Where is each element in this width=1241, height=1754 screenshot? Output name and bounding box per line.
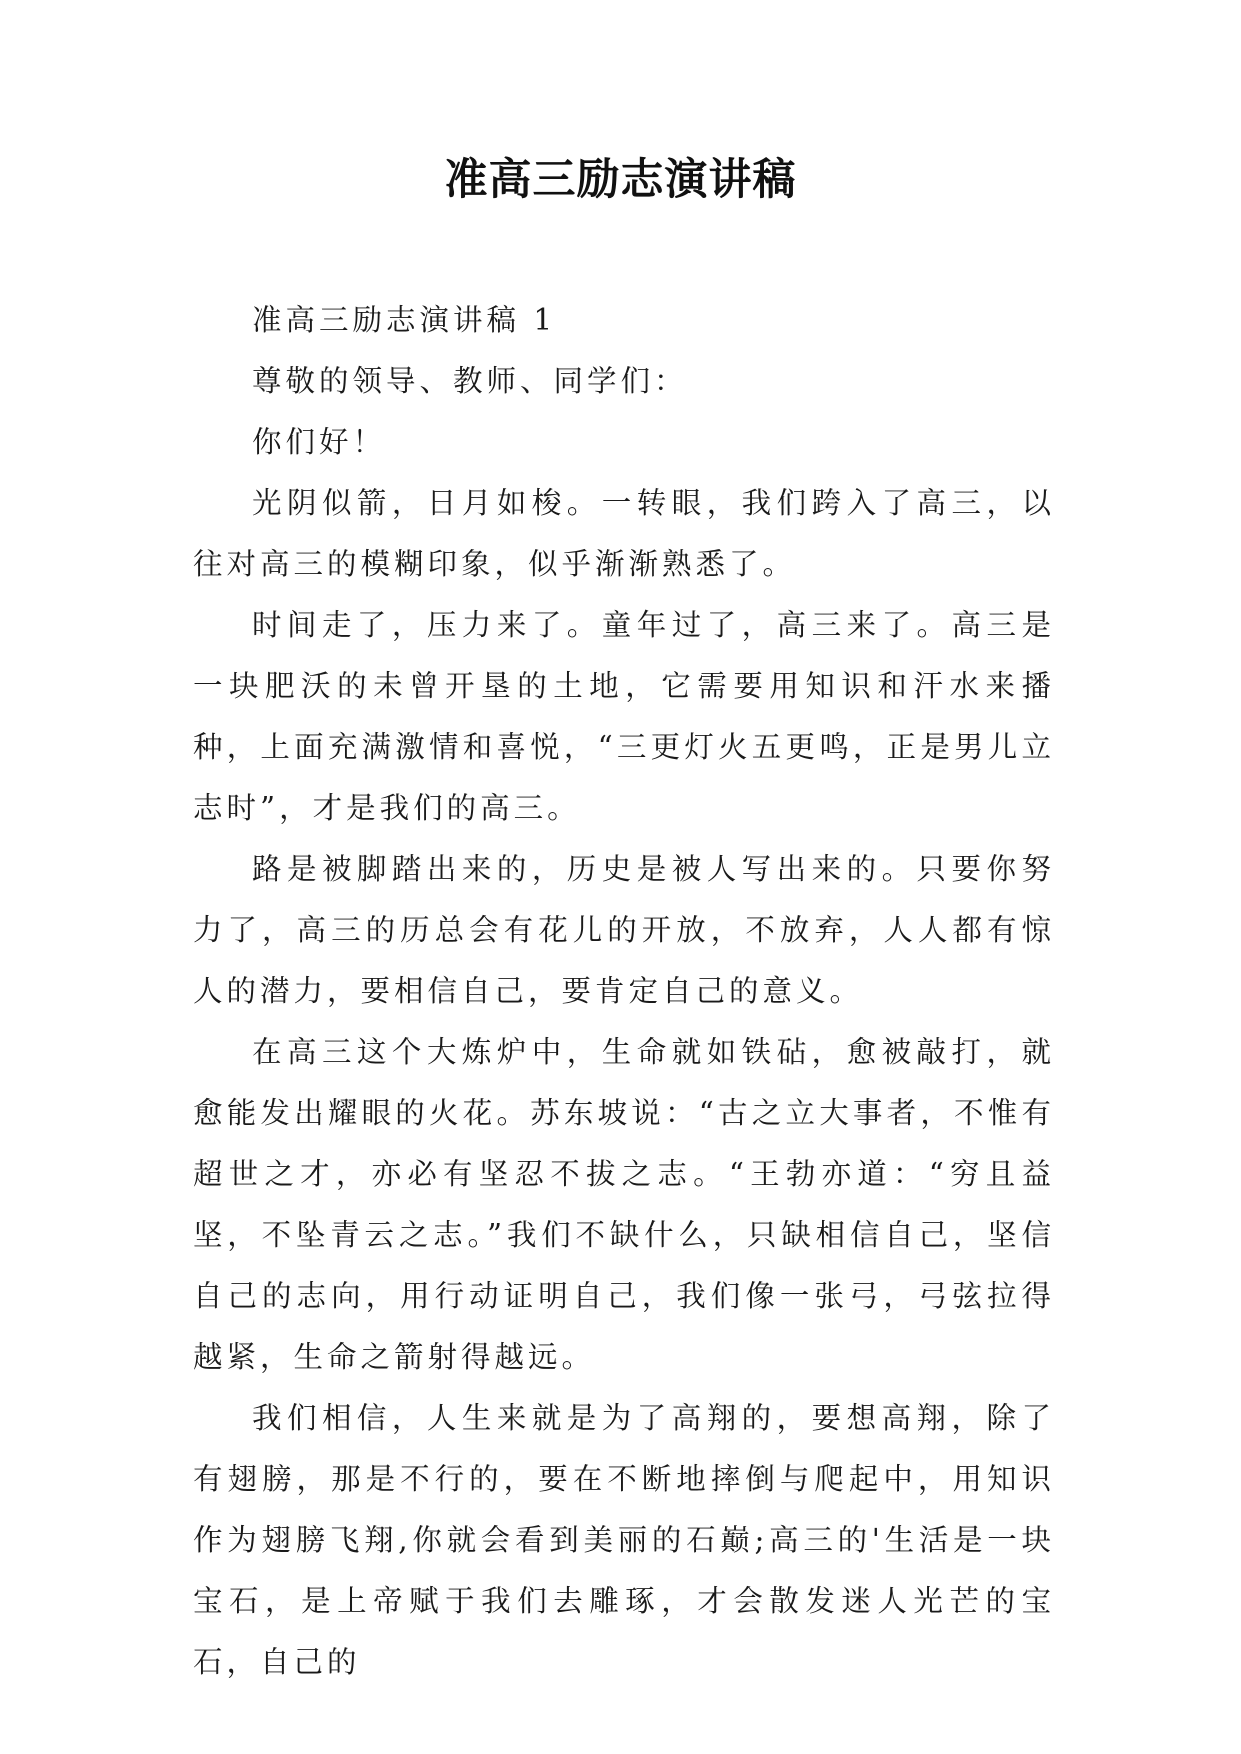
body-paragraph: 时间走了，压力来了。童年过了，高三来了。高三是一块肥沃的未曾开垦的土地，它需要用知识和汗水来播种，上面充满激情和喜悦，“三更灯火五更鸣，正是男儿立志时”，才是我们的高三。 <box>193 608 1055 825</box>
body-paragraph: 在高三这个大炼炉中，生命就如铁砧，愈被敲打，就愈能发出耀眼的火花。苏东坡说：“古之立大事者，不惟有超世之才，亦必有坚忍不拔之志。“王勃亦道：“穷且益坚，不坠青云之志。”我们不缺什么，只缺相信自己，坚信自己的志向，用行动证明自己，我们像一张弓，弓弦拉得越紧，生命之箭射得越远。 <box>193 1035 1055 1374</box>
greeting-paragraph: 你们好！ <box>252 425 387 459</box>
salutation-paragraph: 尊敬的领导、教师、同学们： <box>252 364 688 398</box>
subtitle-paragraph: 准高三励志演讲稿 1 <box>252 303 557 337</box>
body-paragraph: 我们相信，人生来就是为了高翔的，要想高翔，除了有翅膀，那是不行的，要在不断地摔倒与爬起中，用知识作为翅膀飞翔,你就会看到美丽的石巅;高三的'生活是一块宝石，是上帝赋于我们去雕琢，才会散发迷人光芒的宝石，自己的 <box>193 1401 1055 1679</box>
body-paragraph: 路是被脚踏出来的，历史是被人写出来的。只要你努力了，高三的历总会有花儿的开放，不放弃，人人都有惊人的潜力，要相信自己，要肯定自己的意义。 <box>193 852 1055 1008</box>
body-paragraph: 光阴似箭，日月如梭。一转眼，我们跨入了高三，以往对高三的模糊印象，似乎渐渐熟悉了。 <box>193 486 1055 581</box>
document-title: 准高三励志演讲稿 <box>444 155 797 205</box>
document-body <box>193 290 1055 1693</box>
